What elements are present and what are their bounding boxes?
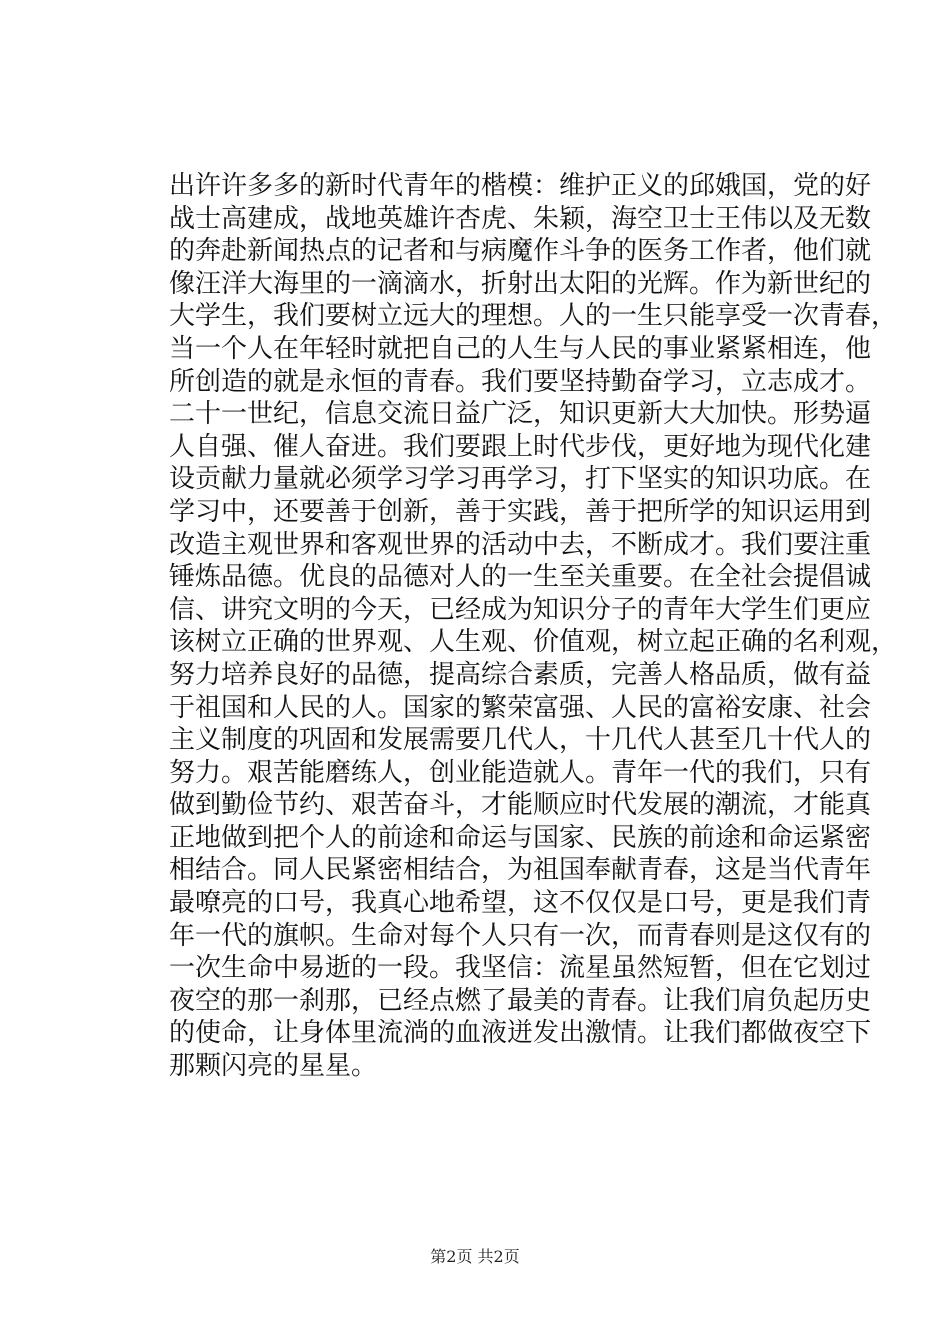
text-line: 锤炼品德。优良的品德对人的一生至关重要。在全社会提倡诚 <box>169 562 872 593</box>
text-line: 像汪洋大海里的一滴滴水，折射出太阳的光辉。作为新世纪的 <box>169 268 872 299</box>
text-line: 相结合。同人民紧密相结合，为祖国奉献青春，这是当代青年 <box>169 855 872 886</box>
text-line: 所创造的就是永恒的青春。我们要坚持勤奋学习，立志成才。 <box>169 366 872 397</box>
page-footer: 第2页 共2页 <box>430 1247 520 1266</box>
text-line: 设贡献力量就必须学习学习再学习，打下坚实的知识功底。在 <box>169 464 872 495</box>
text-line: 最嘹亮的口号，我真心地希望，这不仅仅是口号，更是我们青 <box>169 888 872 919</box>
text-line: 战士高建成，战地英雄许杏虎、朱颖，海空卫士王伟以及无数 <box>169 203 872 234</box>
text-line: 主义制度的巩固和发展需要几代人，十几代人甚至几十代人的 <box>169 725 872 756</box>
text-line: 年一代的旗帜。生命对每个人只有一次，而青春则是这仅有的 <box>169 920 872 951</box>
text-line: 人自强、催人奋进。我们要跟上时代步伐，更好地为现代化建 <box>169 431 872 462</box>
text-line: 该树立正确的世界观、人生观、价值观，树立起正确的名利观， <box>169 627 898 658</box>
text-line: 努力。艰苦能磨练人，创业能造就人。青年一代的我们，只有 <box>169 757 872 788</box>
text-line: 改造主观世界和客观世界的活动中去，不断成才。我们要注重 <box>169 529 872 560</box>
text-line: 大学生，我们要树立远大的理想。人的一生只能享受一次青春， <box>169 301 898 332</box>
text-line: 当一个人在年轻时就把自己的人生与人民的事业紧紧相连，他 <box>169 333 872 364</box>
text-line: 夜空的那一刹那，已经点燃了最美的青春。让我们肩负起历史 <box>169 985 872 1016</box>
text-line: 那颗闪亮的星星。 <box>169 1051 378 1082</box>
text-line: 二十一世纪，信息交流日益广泛，知识更新大大加快。形势逼 <box>169 399 872 430</box>
text-line: 一次生命中易逝的一段。我坚信：流星虽然短暂，但在它划过 <box>169 953 872 984</box>
text-line: 学习中，还要善于创新，善于实践，善于把所学的知识运用到 <box>169 496 872 527</box>
text-line: 信、讲究文明的今天，已经成为知识分子的青年大学生们更应 <box>169 594 872 625</box>
text-line: 的使命，让身体里流淌的血液迸发出激情。让我们都做夜空下 <box>169 1018 872 1049</box>
text-line: 于祖国和人民的人。国家的繁荣富强、人民的富裕安康、社会 <box>169 692 872 723</box>
text-line: 做到勤俭节约、艰苦奋斗，才能顺应时代发展的潮流，才能真 <box>169 790 872 821</box>
text-line: 出许许多多的新时代青年的楷模：维护正义的邱娥国，党的好 <box>169 171 872 201</box>
body-text <box>169 170 898 1083</box>
text-line: 的奔赴新闻热点的记者和与病魔作斗争的医务工作者，他们就 <box>169 236 872 267</box>
text-line: 努力培养良好的品德，提高综合素质，完善人格品质，做有益 <box>169 659 872 690</box>
text-line: 正地做到把个人的前途和命运与国家、民族的前途和命运紧密 <box>169 822 872 853</box>
